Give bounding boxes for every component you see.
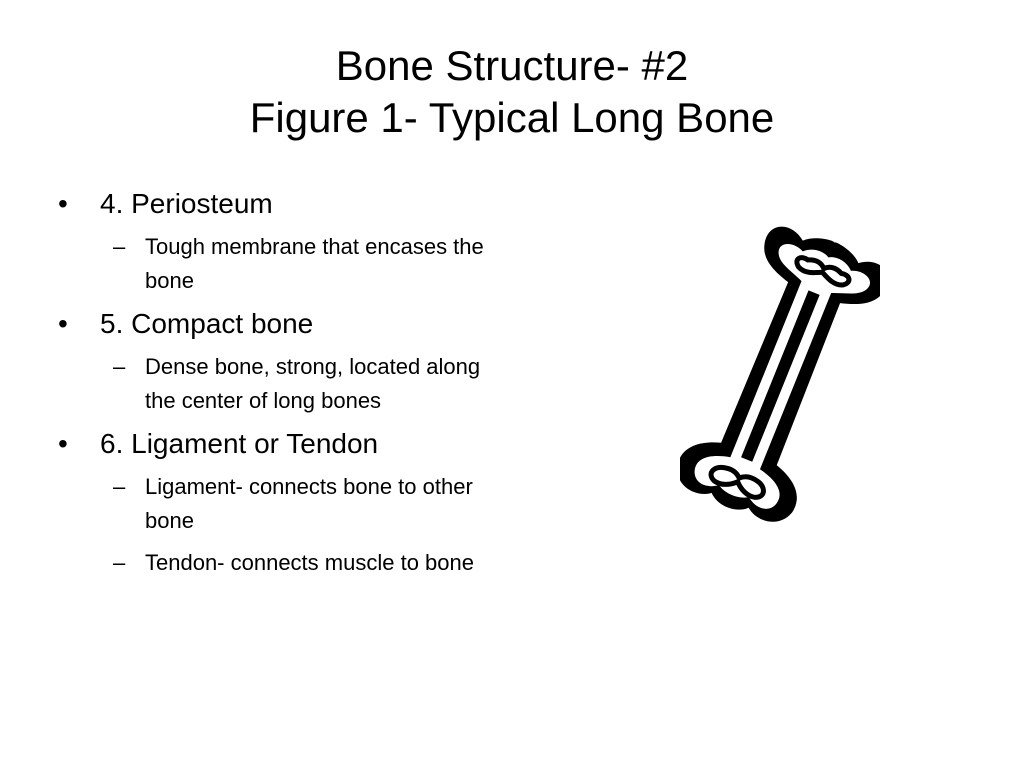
bullet-item-compact-bone bbox=[58, 306, 498, 342]
bullet-label: 4. Periosteum bbox=[100, 188, 273, 219]
bullet-item-periosteum bbox=[58, 186, 498, 222]
sub-text: Ligament- connects bone to other bone bbox=[145, 474, 473, 533]
sub-item bbox=[58, 546, 498, 580]
sub-item bbox=[58, 230, 498, 298]
bullet-label: 6. Ligament or Tendon bbox=[100, 428, 379, 459]
sub-dash: – bbox=[113, 474, 126, 499]
sub-dash: – bbox=[113, 234, 126, 259]
sub-text: Dense bone, strong, located along the center of long bones bbox=[145, 354, 481, 413]
slide-title bbox=[0, 40, 1024, 144]
sub-text: Tendon- connects muscle to bone bbox=[145, 550, 474, 575]
sub-dash: – bbox=[113, 550, 126, 575]
title-line-1: Bone Structure- #2 bbox=[335, 42, 689, 89]
title-line-2: Figure 1- Typical Long Bone bbox=[249, 94, 775, 141]
bullet-dot: • bbox=[58, 308, 68, 339]
sub-item bbox=[58, 350, 498, 418]
bone-icon bbox=[680, 220, 880, 535]
bullet-dot: • bbox=[58, 428, 68, 459]
sub-dash: – bbox=[113, 354, 126, 379]
bullet-list bbox=[58, 186, 498, 588]
bullet-label: 5. Compact bone bbox=[100, 308, 314, 339]
bullet-dot: • bbox=[58, 188, 68, 219]
sub-text: Tough membrane that encases the bone bbox=[145, 234, 484, 293]
sub-item bbox=[58, 470, 498, 538]
bullet-item-ligament-tendon bbox=[58, 426, 498, 462]
